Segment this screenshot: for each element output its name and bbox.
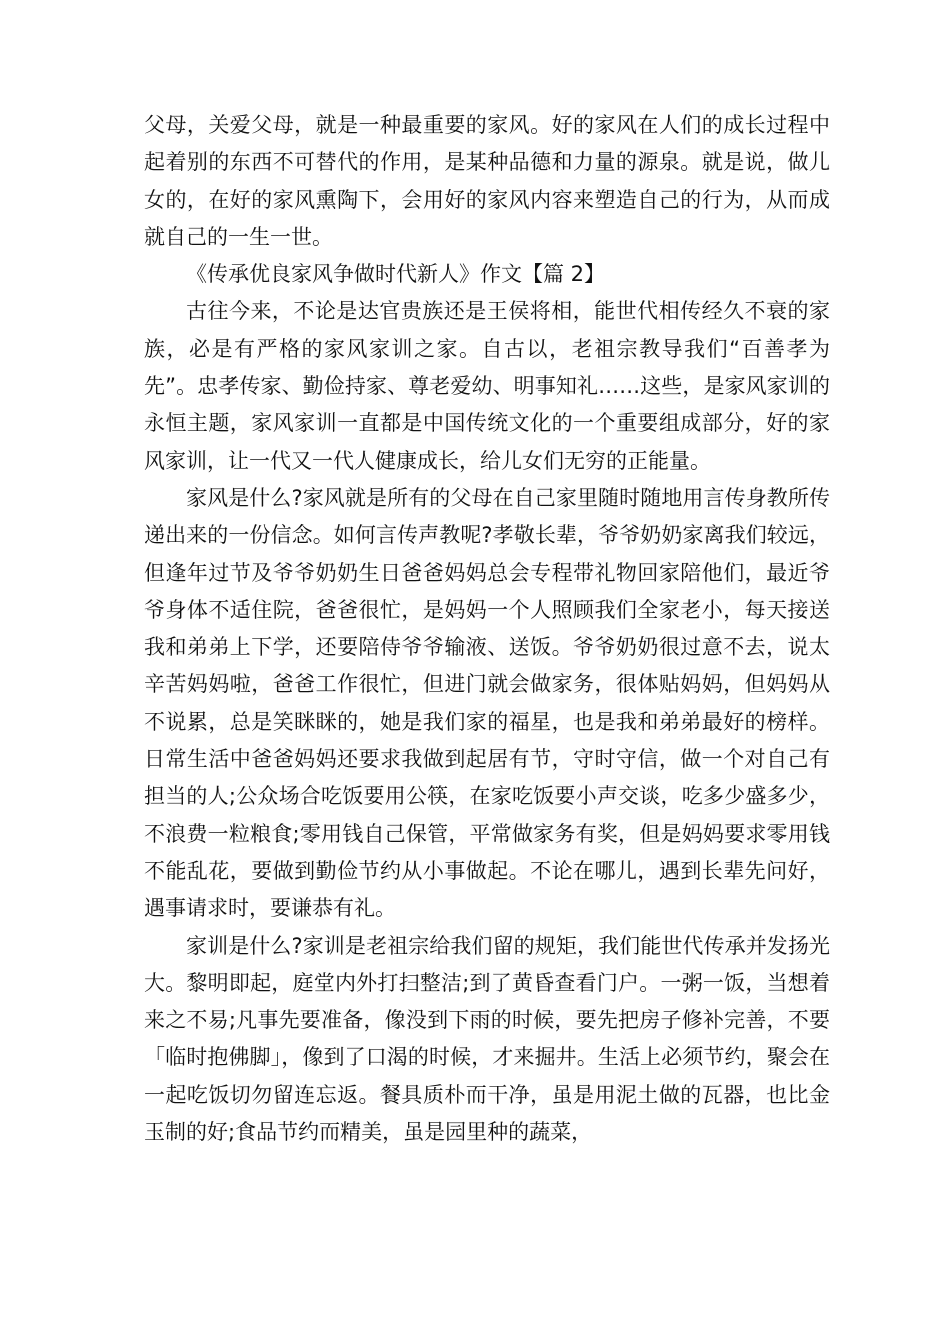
paragraph-continuation: 父母，关爱父母，就是一种最重要的家风。好的家风在人们的成长过程中起着别的东西不可替代的作用，是某种品德和力量的源泉。就是说，做儿女的，在好的家风熏陶下，会用好的家风内容来塑造自己的行为，从而成就自己的一生一世。	[144, 113, 830, 249]
paragraph-1: 古往今来，不论是达官贵族还是王侯将相，能世代相传经久不衰的家族，必是有严格的家风家训之家。自古以，老祖宗教导我们“百善孝为先”。忠孝传家、勤俭持家、尊老爱幼、明事知礼……这些，是家风家训的永恒主题，家风家训一直都是中国传统文化的一个重要组成部分，好的家风家训，让一代又一代人健康成长，给儿女们无穷的正能量。	[144, 299, 830, 473]
paragraph-2: 家风是什么?家风就是所有的父母在自己家里随时随地用言传身教所传递出来的一份信念。如何言传声教呢?孝敬长辈，爷爷奶奶家离我们较远，但逢年过节及爷爷奶奶生日爸爸妈妈总会专程带礼物回家陪他们，最近爷爷身体不适住院，爸爸很忙，是妈妈一个人照顾我们全家老小，每天接送我和弟弟上下学，还要陪侍爷爷输液、送饭。爷爷奶奶很过意不去，说太辛苦妈妈啦，爸爸工作很忙，但进门就会做家务，很体贴妈妈，但妈妈从不说累，总是笑眯眯的，她是我们家的福星，也是我和弟弟最好的榜样。日常生活中爸爸妈妈还要求我做到起居有节，守时守信，做一个对自己有担当的人;公众场合吃饭要用公筷，在家吃饭要小声交谈，吃多少盛多少，不浪费一粒粮食;零用钱自己保管，平常做家务有奖，但是妈妈要求零用钱不能乱花，要做到勤俭节约从小事做起。不论在哪儿，遇到长辈先问好，遇事请求时，要谦恭有礼。	[144, 485, 830, 921]
section-title: 《传承优良家风争做时代新人》作文【篇 2】	[186, 262, 606, 287]
paragraph-3: 家训是什么?家训是老祖宗给我们留的规矩，我们能世代传承并发扬光大。黎明即起，庭堂内外打扫整洁;到了黄昏查看门户。一粥一饭，当想着来之不易;凡事先要准备，像没到下雨的时候，要先把房子修补完善，不要「临时抱佛脚」，像到了口渴的时候，才来掘井。生活上必须节约，聚会在一起吃饭切勿留连忘返。餐具质朴而干净，虽是用泥土做的瓦器，也比金玉制的好;食品节约而精美，虽是园里种的蔬菜，	[144, 933, 830, 1145]
document-body	[144, 107, 830, 1151]
